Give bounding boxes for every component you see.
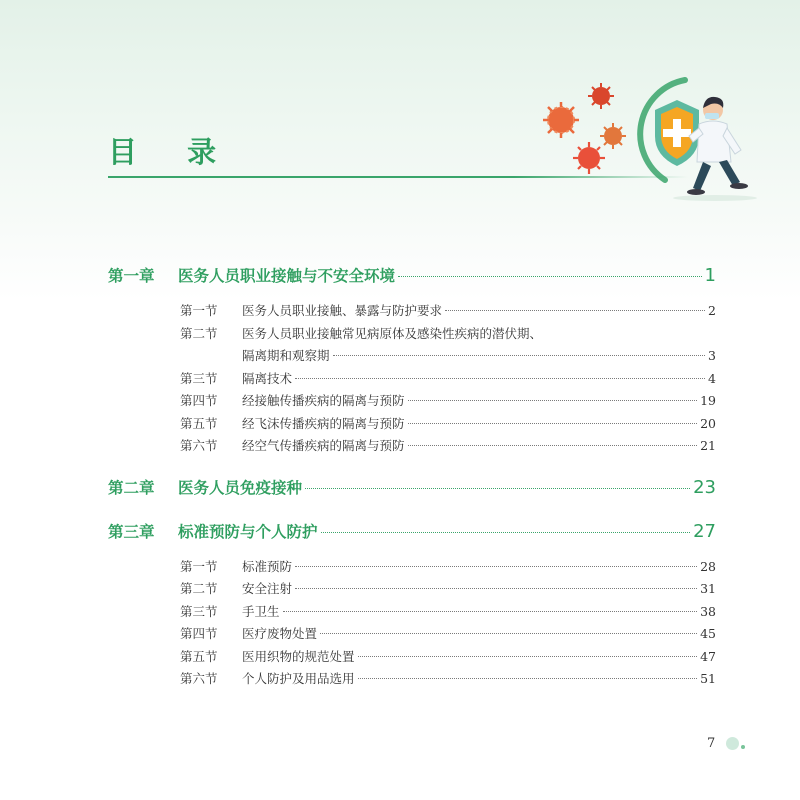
chapter-number: 第一章 [108, 267, 155, 285]
chapter-row[interactable] [108, 264, 716, 291]
dot-leader [408, 445, 698, 446]
section-number: 第六节 [180, 438, 218, 453]
section-row[interactable] [108, 669, 716, 692]
section-page: 21 [700, 438, 716, 453]
section-number: 第五节 [180, 415, 218, 431]
section-title: 手卫生 [242, 603, 280, 619]
section-row[interactable] [108, 579, 716, 602]
section-page: 51 [700, 671, 716, 686]
section-page: 31 [700, 581, 716, 596]
section-title: 隔离技术 [242, 370, 293, 386]
page-decor-dot-small [741, 745, 745, 749]
section-number: 第四节 [180, 393, 218, 408]
chapter-page: 27 [693, 520, 716, 542]
page-decor-dot [726, 737, 739, 750]
section-row[interactable] [108, 369, 716, 392]
chapter-page: 1 [704, 265, 716, 286]
section-number: 第三节 [180, 603, 218, 619]
page-number: 7 [707, 736, 716, 751]
dot-leader [295, 566, 697, 567]
chapter-title: 医务人员职业接触与不安全环境 [178, 267, 396, 285]
section-row[interactable] [108, 436, 716, 459]
section-title: 安全注射 [242, 581, 293, 596]
section-title: 医疗废物处置 [242, 626, 318, 641]
section-number: 第二节 [180, 581, 218, 596]
chapter-number: 第三章 [108, 522, 155, 541]
dot-leader [408, 400, 698, 401]
chapter-page: 23 [693, 476, 716, 498]
section-row[interactable] [108, 647, 716, 670]
section-title: 个人防护及用品选用 [242, 671, 355, 686]
section-row[interactable] [108, 391, 716, 414]
dot-leader [295, 378, 705, 379]
section-page: 3 [708, 348, 716, 363]
section-title: 医务人员职业接触、暴露与防护要求 [242, 303, 443, 318]
chapter-number: 第二章 [108, 478, 155, 497]
section-row[interactable] [108, 414, 716, 437]
section-page: 38 [700, 603, 716, 619]
section-page: 47 [700, 648, 716, 664]
doctor-virus-illustration [535, 70, 765, 210]
dot-leader [398, 276, 702, 277]
section-number: 第五节 [180, 648, 218, 664]
virus-icon [588, 83, 614, 109]
section-number: 第四节 [180, 626, 218, 641]
dot-leader [283, 611, 698, 612]
dot-leader [295, 588, 697, 589]
dot-leader [305, 488, 690, 489]
dot-leader [445, 310, 705, 311]
chapter-title: 医务人员免疫接种 [178, 478, 303, 497]
section-page: 4 [708, 370, 716, 386]
section-number: 第三节 [180, 370, 218, 386]
dot-leader [320, 633, 697, 634]
dot-leader [408, 423, 698, 424]
section-title: 经飞沫传播疾病的隔离与预防 [242, 415, 405, 431]
table-of-contents [108, 264, 716, 692]
section-title: 标准预防 [242, 558, 293, 574]
section-row[interactable] [108, 602, 716, 625]
section-row[interactable] [108, 301, 716, 324]
section-number: 第一节 [180, 558, 218, 574]
chapter-row[interactable] [108, 520, 716, 547]
section-page: 45 [700, 626, 716, 641]
section-title-line2: 隔离期和观察期 [242, 348, 330, 363]
section-number: 第二节 [180, 325, 218, 341]
section-row[interactable] [108, 624, 716, 647]
dot-leader [333, 355, 706, 356]
dot-leader [321, 532, 691, 533]
dot-leader [358, 656, 698, 657]
section-title: 医用织物的规范处置 [242, 648, 355, 664]
section-page: 19 [700, 393, 716, 408]
virus-icon [600, 123, 626, 149]
section-title-line1: 医务人员职业接触常见病原体及感染性疾病的潜伏期、 [242, 325, 543, 341]
section-row[interactable] [108, 557, 716, 580]
section-title: 经空气传播疾病的隔离与预防 [242, 438, 405, 453]
virus-icon [543, 102, 579, 138]
section-number: 第一节 [180, 303, 218, 318]
page-title: 目 录 [108, 135, 237, 169]
section-number: 第六节 [180, 671, 218, 686]
section-page: 28 [700, 558, 716, 574]
chapter-row[interactable] [108, 476, 716, 503]
section-row[interactable] [108, 324, 716, 369]
section-page: 2 [708, 303, 716, 318]
section-page: 20 [700, 415, 716, 431]
dot-leader [358, 678, 698, 679]
virus-icon [573, 142, 605, 174]
section-title: 经接触传播疾病的隔离与预防 [242, 393, 405, 408]
chapter-title: 标准预防与个人防护 [178, 522, 318, 541]
